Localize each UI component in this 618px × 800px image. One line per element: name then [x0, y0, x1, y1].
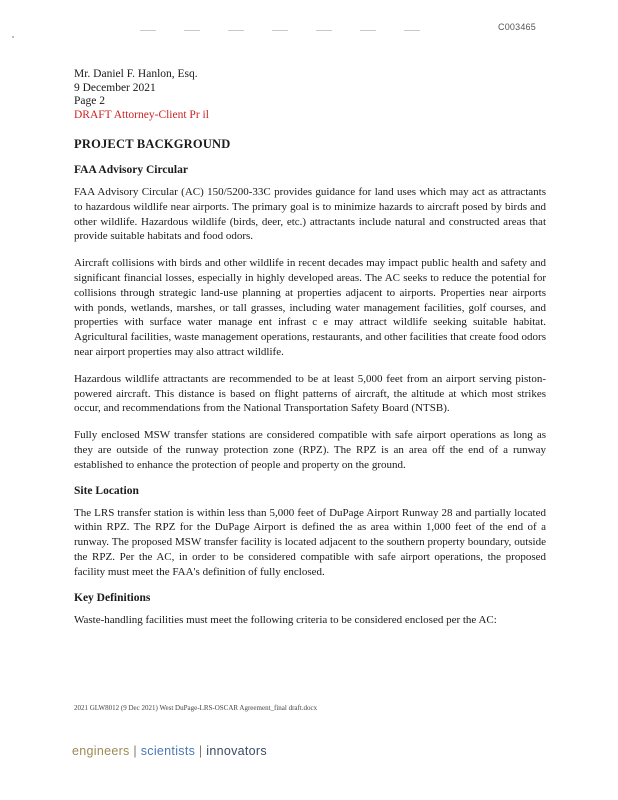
faa-heading: FAA Advisory Circular [74, 164, 188, 176]
tagline-separator-1: | [133, 744, 137, 758]
page-number: Page 2 [74, 95, 105, 107]
draft-privilege-marking: DRAFT Attorney-Client Pr il [74, 108, 209, 121]
faa-paragraph-1: FAA Advisory Circular (AC) 150/5200-33C provides guidance for land uses which may act as attractants to hazardous wildlife near airports. The primary goal is to minimize hazards to aircraft posed by birds and other wildlife. Hazardous wildlife (birds, deer, etc.) attractants include natural and constructed areas that provide suitable habitats and food odors. [74, 186, 546, 243]
tagline-engineers: engineers [72, 744, 130, 758]
section-title: PROJECT BACKGROUND [74, 137, 231, 151]
faded-header-marks [140, 30, 420, 33]
document-body [74, 137, 546, 639]
scan-artifact [12, 36, 14, 38]
letterhead [74, 68, 209, 122]
tagline-separator-2: | [198, 744, 203, 758]
key-definitions-heading: Key Definitions [74, 591, 151, 604]
tagline-scientists: scientists [140, 744, 196, 758]
letter-date: 9 December 2021 [74, 81, 156, 94]
faa-paragraph-2: Aircraft collisions with birds and other wildlife in recent decades may impact public health and safety and significant financial losses, especially in highly developed areas. The AC seeks to reduce the potential for collisions through strategic land-use planning at properties adjacent to airports. Properties near airports with ponds, wetlands, marshes, or tall grasses, including water management facilities, golf courses, and properties with surface water manage ent infrast c e may attract wildlife seeking suitable habitat. Agricultural facilities, waste management operations, restaurants, and other facilities that create food odors near airport properties may also attract wildlife. [74, 257, 546, 358]
tagline-innovators: innovators [206, 744, 267, 758]
company-tagline [72, 744, 267, 758]
footer-file-reference: 2021 GLW8012 (9 Dec 2021) West DuPage-LRS-OSCAR Agreement_final draft.docx [74, 704, 318, 712]
faa-paragraph-4: Fully enclosed MSW transfer stations are considered compatible with safe airport operations as long as they are outside of the runway protection zone (RPZ). The RPZ is an area off the end of a runway established to enhance the protection of people and property on the ground. [74, 429, 546, 471]
site-paragraph-1: The LRS transfer station is within less than 5,000 feet of DuPage Airport Runway 28 and partially located within RPZ. The RPZ for the DuPage Airport is defined the as area within 1,000 feet of the end of a runway. The proposed MSW transfer facility is located adjacent to the southern property boundary, outside the RPZ. Per the AC, in order to be considered compatible with safe airport operations, the proposed facility must meet the FAA's definition of fully enclosed. [74, 506, 546, 578]
bates-number: C003465 [498, 22, 536, 32]
site-location-heading: Site Location [74, 484, 139, 497]
faa-paragraph-3: Hazardous wildlife attractants are recommended to be at least 5,000 feet from an airport serving piston-powered aircraft. This distance is based on flight patterns of aircraft, the altitude at which most strikes occur, and recommendations from the National Transportation Safety Board (NTSB). [74, 372, 546, 415]
definitions-paragraph-1: Waste-handling facilities must meet the following criteria to be considered enclosed per the AC: [74, 613, 497, 626]
recipient-name: Mr. Daniel F. Hanlon, Esq. [74, 68, 198, 80]
